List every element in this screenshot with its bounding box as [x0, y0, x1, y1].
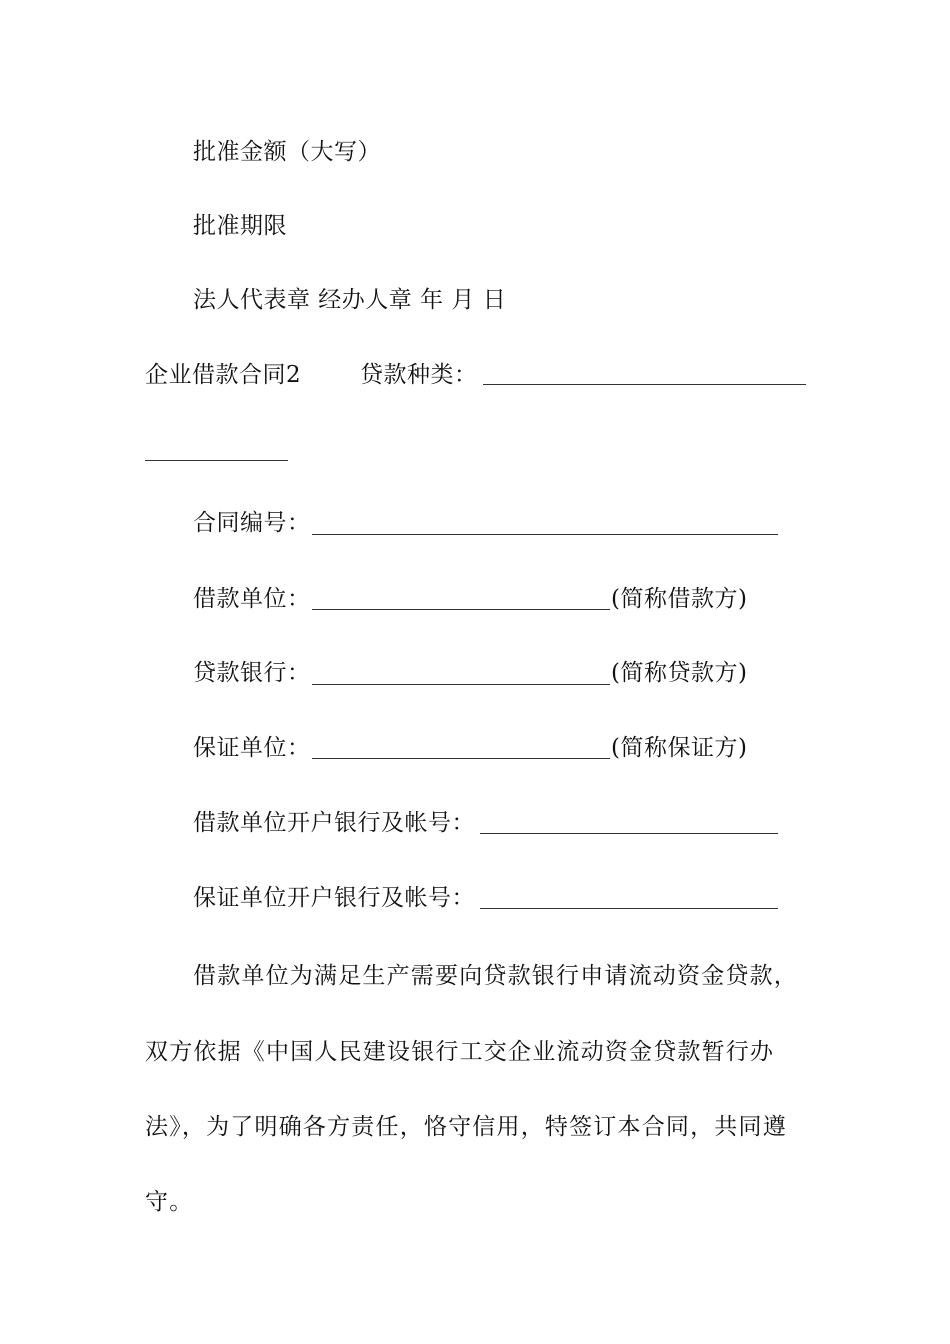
lender-abbr-line — [611, 658, 747, 688]
borrower-blank[interactable] — [312, 609, 610, 610]
lender-blank[interactable] — [312, 684, 610, 685]
borrower-account-line — [193, 808, 475, 838]
contract-no-label: 合同编号： — [193, 510, 311, 536]
borrower-account-label: 借款单位开户银行及帐号： — [193, 810, 475, 836]
guarantor-line — [193, 733, 311, 763]
approved-amount-line — [193, 137, 381, 167]
body-text-2: 双方依据《中国人民建设银行工交企业流动资金贷款暂行办 — [145, 1039, 775, 1065]
guarantor-abbr: (简称保证方) — [611, 735, 748, 761]
borrower-abbr: (简称借款方) — [611, 586, 748, 612]
body-paragraph-line-1 — [193, 957, 858, 990]
guarantor-account-label: 保证单位开户银行及帐号： — [193, 885, 475, 911]
body-paragraph-line-4 — [145, 1183, 810, 1216]
contract-title-line — [145, 360, 301, 390]
seals-label: 法人代表章 经办人章 年 月 日 — [193, 287, 507, 313]
lender-line — [193, 658, 311, 688]
body-paragraph-line-3 — [145, 1108, 810, 1141]
body-paragraph-line-2 — [145, 1033, 810, 1066]
lender-label: 贷款银行： — [193, 660, 311, 686]
lender-abbr: (简称贷款方) — [611, 660, 748, 686]
borrower-abbr-line — [611, 584, 747, 614]
loan-type-line — [360, 360, 478, 390]
contract-no-line — [193, 508, 311, 538]
body-text-4: 守。 — [145, 1189, 194, 1215]
contract-no-blank[interactable] — [312, 534, 778, 535]
approved-term-label: 批准期限 — [193, 213, 287, 239]
loan-type-blank[interactable] — [483, 384, 806, 385]
body-text-1: 借款单位为满足生产需要向贷款银行申请流动资金贷款， — [193, 963, 798, 989]
approved-term-line — [193, 211, 287, 241]
borrower-account-blank[interactable] — [480, 833, 778, 834]
borrower-label: 借款单位： — [193, 586, 311, 612]
guarantor-account-line — [193, 883, 475, 913]
loan-type-label: 贷款种类： — [360, 362, 478, 388]
loan-type-blank-continued[interactable] — [145, 460, 288, 461]
borrower-line — [193, 584, 311, 614]
approved-amount-label: 批准金额（大写） — [193, 139, 381, 165]
contract-title: 企业借款合同2 — [145, 362, 302, 388]
guarantor-blank[interactable] — [312, 758, 610, 759]
guarantor-abbr-line — [611, 733, 747, 763]
seals-line — [193, 285, 506, 315]
body-text-3: 法》，为了明确各方责任，恪守信用，特签订本合同，共同遵 — [145, 1114, 787, 1140]
guarantor-label: 保证单位： — [193, 735, 311, 761]
guarantor-account-blank[interactable] — [480, 908, 778, 909]
